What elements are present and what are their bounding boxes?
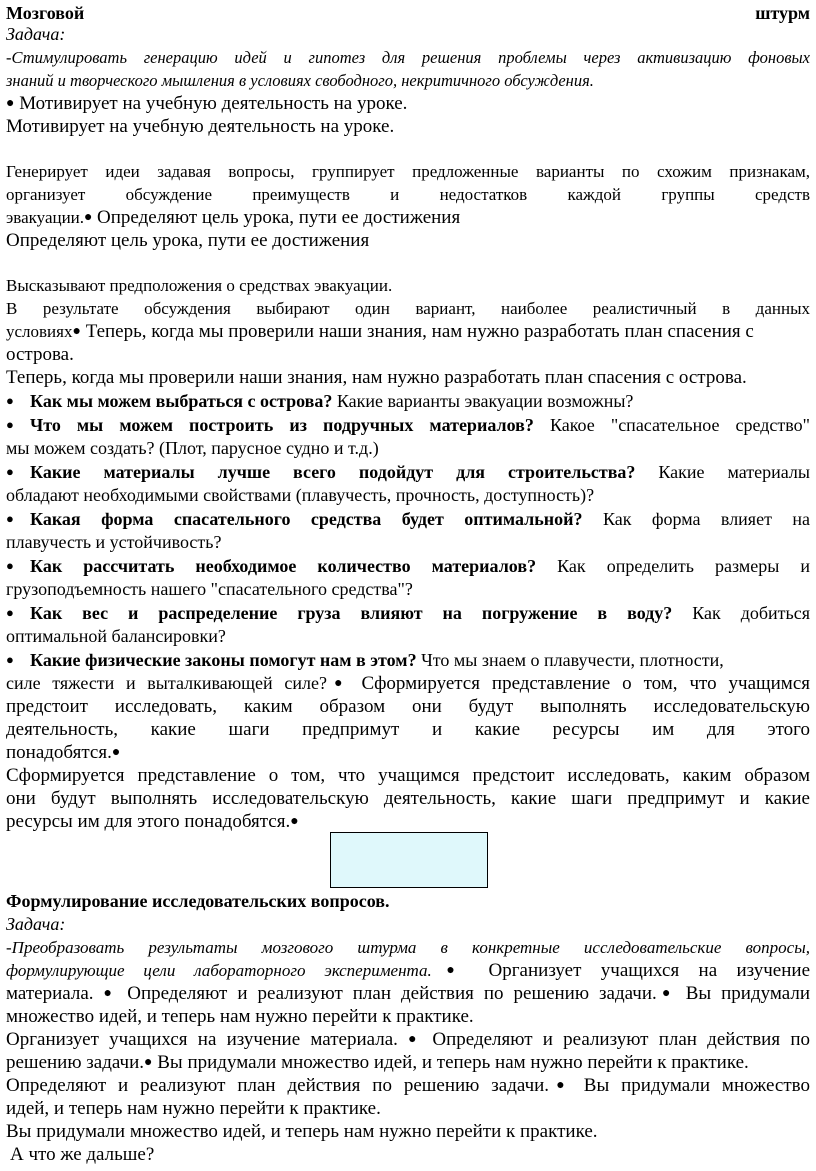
bullet-icon: ● (103, 986, 118, 1001)
formation2-end: ресурсы им для этого понадобятся. (6, 811, 291, 832)
title-right: штурм (755, 3, 810, 23)
bullet-icon: ● (6, 393, 14, 408)
generate-line-2: организует обсуждение преимуществ и недостатков каждой группы средств (6, 185, 810, 204)
question-bold: Какие материалы лучше всего подойдут для строительства? (30, 462, 636, 482)
formation2-line-3 (6, 810, 810, 833)
plan-line-full: Теперь, когда мы проверили наши знания, нам нужно разработать план спасения с острова. (6, 367, 747, 388)
plan-text: Теперь, когда мы проверили наши знания, нам нужно разработать план спасения с (85, 321, 754, 342)
question-bold: Что мы можем построить из подручных материалов? (30, 415, 534, 435)
define-line-2: идей, и теперь нам нужно перейти к практике. (6, 1098, 381, 1119)
bullet-icon: ● (72, 324, 81, 339)
bullet-icon: ● (84, 210, 93, 225)
formation-text: Сформируется представление о том, что учащимся (361, 673, 811, 694)
material-text: материала. (6, 983, 94, 1004)
question-rest: Какие варианты эвакуации возможны? (336, 391, 634, 411)
question-bold: Как вес и распределение груза влияют на погружение в воду? (30, 603, 673, 623)
formation2-line-1: Сформируется представление о том, что учащимся предстоит исследовать, каким образом (6, 765, 810, 786)
bullet-icon: ● (6, 417, 14, 432)
task2-label: Задача: (6, 914, 66, 934)
formation-line-2: деятельность, какие шаги предпримут и какие ресурсы им для этого (6, 719, 810, 740)
task2-end: формулирующие цели лабораторного эксперимента. (6, 961, 432, 980)
section2-title: Формулирование исследовательских вопросов. (6, 891, 390, 911)
organize-text: Организует учащихся на изучение материала. (6, 1029, 398, 1050)
motivation-bullet-line (6, 92, 810, 115)
question-bold: Как мы можем выбраться с острова? (30, 391, 333, 411)
organize-line-2 (6, 1051, 810, 1074)
question-cont: обладают необходимыми свойствами (плавучесть, прочность, доступность)? (6, 485, 595, 505)
bullet-icon: ● (111, 745, 121, 760)
generate-line-1: Генерирует идеи задавая вопросы, группирует предложенные варианты по схожим признакам, (6, 162, 810, 181)
document-page (6, 0, 810, 833)
task-label: Задача: (6, 24, 66, 44)
formation2-line-2: они будут выполнять исследовательскую деятельность, какие шаги предпримут и какие (6, 788, 810, 809)
question-item-1 (6, 389, 810, 413)
question-rest: Что мы знаем о плавучести, плотности, (421, 650, 724, 670)
define-text: Определяют и реализуют план действия по решению задачи. (127, 983, 657, 1004)
question-cont: грузоподъемность нашего "спасательного средства"? (6, 579, 413, 599)
question-cont: мы можем создать? (Плот, парусное судно и т.д.) (6, 438, 379, 458)
formation-line-3 (6, 741, 810, 764)
empty-box (330, 832, 488, 888)
plan-line-2: острова. (6, 344, 74, 365)
bullet-icon: ● (549, 1078, 572, 1093)
question-bold: Какая форма спасательного средства будет оптимальной? (30, 509, 583, 529)
question-7-cont (6, 672, 810, 695)
formation-line-1: предстоит исследовать, каким образом они будут выполнять исследовательскую (6, 696, 810, 717)
question-rest: Как определить размеры и (557, 556, 810, 576)
question-rest: Как добиться (692, 603, 811, 623)
task2-line-4: множество идей, и теперь нам нужно перейти к практике. (6, 1006, 474, 1027)
document-page-lower (6, 890, 810, 1166)
hypothesis-line: Высказывают предположения о средствах эвакуации. (6, 276, 393, 295)
define-line-1 (6, 1074, 810, 1097)
question-cont: плавучесть и устойчивость? (6, 532, 222, 552)
define-text: Определяют и реализуют план действия по решению задачи. (6, 1075, 550, 1096)
bullet-icon: ● (144, 1055, 153, 1070)
bullet-icon: ● (6, 511, 14, 526)
goal-line: Определяют цель урока, пути ее достижения (6, 230, 370, 251)
question-rest: Какие материалы (658, 462, 810, 482)
organize-line-1 (6, 1028, 810, 1051)
task-text-line-2: знаний и творческого мышления в условиях свободного, некритичного обсуждения. (6, 71, 594, 90)
bullet-icon: ● (431, 963, 470, 978)
bullet-icon: ● (290, 814, 299, 829)
task2-line-1: -Преобразовать результаты мозгового штурма в конкретные исследовательские вопросы, (6, 938, 810, 957)
generate-line-3 (6, 206, 810, 229)
title-left: Мозговой (6, 3, 85, 23)
goal-text: Определяют цель урока, пути ее достижения (97, 207, 461, 228)
question-item-2 (6, 413, 810, 437)
task2-line-2 (6, 959, 810, 982)
bullet-icon: ● (408, 1032, 423, 1047)
question-7-end: силе тяжести и выталкивающей силе? (6, 673, 327, 693)
ideas-start: Вы придумали множество (583, 1075, 811, 1096)
task-text-line-1: -Стимулировать генерацию идей и гипотез для решения проблемы через активизацию фоновых (6, 48, 810, 67)
result-line-1: В результате обсуждения выбирают один вариант, наиболее реалистичный в данных (6, 299, 810, 318)
motivation-line: Мотивирует на учебную деятельность на уроке. (6, 116, 395, 137)
ideas-text: Вы придумали множество идей, и теперь нам нужно перейти к практике. (157, 1052, 749, 1073)
ideas-start: Вы придумали (685, 983, 811, 1004)
section-title (6, 2, 810, 25)
question-item-3 (6, 460, 810, 484)
generate-end: эвакуации. (6, 208, 85, 227)
question-rest: Какое "спасательное средство" (549, 415, 811, 435)
next-question: А что же дальше? (10, 1144, 155, 1165)
question-cont: оптимальной балансировки? (6, 626, 226, 646)
question-item-6 (6, 601, 810, 625)
result-end: условиях (6, 322, 73, 341)
question-bold: Как рассчитать необходимое количество материалов? (30, 556, 537, 576)
bullet-icon: ● (6, 605, 14, 620)
bullet-icon: ● (6, 96, 15, 111)
question-item-4 (6, 507, 810, 531)
bullet-icon: ● (326, 676, 350, 691)
bullet-icon: ● (6, 652, 14, 667)
result-line-2 (6, 320, 810, 343)
bullet-icon: ● (6, 464, 14, 479)
ideas-line: Вы придумали множество идей, и теперь нам нужно перейти к практике. (6, 1121, 598, 1142)
motivation-text: Мотивирует на учебную деятельность на уроке. (19, 93, 408, 114)
define-start: Определяют и реализуют план действия по (432, 1029, 810, 1050)
organize-text: Организует учащихся на изучение (488, 960, 811, 981)
formation-end: понадобятся. (6, 742, 112, 763)
task2-line-3 (6, 982, 810, 1005)
question-rest: Как форма влияет на (602, 509, 810, 529)
bullet-icon: ● (656, 986, 676, 1001)
question-item-5 (6, 554, 810, 578)
define-end: решению задачи. (6, 1052, 145, 1073)
question-bold: Какие физические законы помогут нам в этом? (30, 650, 417, 670)
bullet-icon: ● (6, 558, 14, 573)
question-item-7 (6, 648, 810, 672)
